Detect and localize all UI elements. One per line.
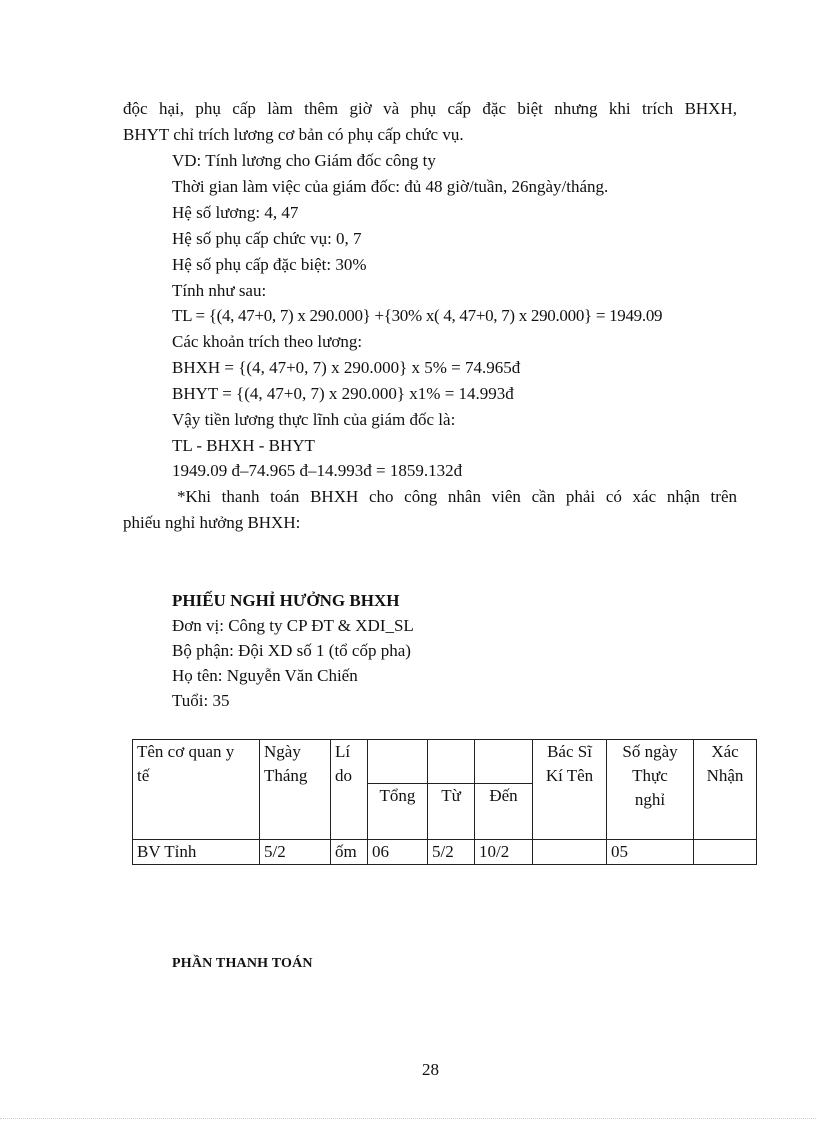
header-blank xyxy=(428,740,475,784)
footer-divider xyxy=(0,1118,816,1119)
form-title: PHIẾU NGHỈ HƯỞNG BHXH xyxy=(172,591,400,610)
bhxh-formula: BHXH = {(4, 47+0, 7) x 290.000} x 5% = 74.965đ xyxy=(172,358,521,377)
form-unit: Đơn vị: Công ty CP ĐT & XDI_SL xyxy=(172,616,414,635)
note-line: *Khi thanh toán BHXH cho công nhân viên cần phải có xác nhận trên xyxy=(177,487,737,506)
form-department: Bộ phận: Đội XD số 1 (tổ cốp pha) xyxy=(172,641,411,660)
header-blank xyxy=(368,740,428,784)
cell-reason: ốm xyxy=(331,840,368,865)
cell-doctor xyxy=(533,840,607,865)
cell-days: 05 xyxy=(607,840,694,865)
example-title: VD: Tính lương cho Giám đốc công ty xyxy=(172,151,436,170)
net-salary-expression: TL - BHXH - BHYT xyxy=(172,436,315,455)
table-row xyxy=(133,840,757,865)
cell-agency: BV Tỉnh xyxy=(133,840,260,865)
cell-from: 5/2 xyxy=(428,840,475,865)
cell-to: 10/2 xyxy=(475,840,533,865)
header-date: Ngày Tháng xyxy=(260,740,331,840)
header-from: Từ xyxy=(428,784,475,840)
header-total: Tổng xyxy=(368,784,428,840)
cell-confirm xyxy=(694,840,757,865)
header-agency: Tên cơ quan y tế xyxy=(133,740,260,840)
paragraph-line: BHYT chỉ trích lương cơ bản có phụ cấp chức vụ. xyxy=(123,125,464,144)
header-blank xyxy=(475,740,533,784)
form-employee-name: Họ tên: Nguyễn Văn Chiến xyxy=(172,666,358,685)
cell-total: 06 xyxy=(368,840,428,865)
header-reason: Lí do xyxy=(331,740,368,840)
deductions-label: Các khoản trích theo lương: xyxy=(172,332,363,351)
header-to: Đến xyxy=(475,784,533,840)
form-employee-age: Tuổi: 35 xyxy=(172,691,230,710)
header-days: Số ngày Thực nghỉ xyxy=(607,740,694,840)
work-time-line: Thời gian làm việc của giám đốc: đủ 48 giờ/tuần, 26ngày/tháng. xyxy=(172,177,609,196)
page-number: 28 xyxy=(422,1060,439,1079)
salary-formula: TL = {(4, 47+0, 7) x 290.000} +{30% x( 4, 47+0, 7) x 290.000} = 1949.09 xyxy=(172,306,663,325)
note-line: phiếu nghỉ hưởng BHXH: xyxy=(123,513,301,532)
header-doctor: Bác Sĩ Kí Tên xyxy=(533,740,607,840)
leave-table xyxy=(132,739,757,865)
paragraph-line: độc hại, phụ cấp làm thêm giờ và phụ cấp đặc biệt nhưng khi trích BHXH, xyxy=(123,99,737,118)
salary-coefficient-line: Hệ số lương: 4, 47 xyxy=(172,203,299,222)
bhyt-formula: BHYT = {(4, 47+0, 7) x 290.000} x1% = 14.993đ xyxy=(172,384,514,403)
position-allowance-line: Hệ số phụ cấp chức vụ: 0, 7 xyxy=(172,229,362,248)
special-allowance-line: Hệ số phụ cấp đặc biệt: 30% xyxy=(172,255,367,274)
net-salary-result: 1949.09 đ–74.965 đ–14.993đ = 1859.132đ xyxy=(172,461,463,480)
cell-date: 5/2 xyxy=(260,840,331,865)
calculation-label: Tính như sau: xyxy=(172,281,267,300)
net-salary-label: Vậy tiền lương thực lĩnh của giám đốc là: xyxy=(172,410,456,429)
header-confirm: Xác Nhận xyxy=(694,740,757,840)
payment-section-title: PHẦN THANH TOÁN xyxy=(172,956,313,971)
